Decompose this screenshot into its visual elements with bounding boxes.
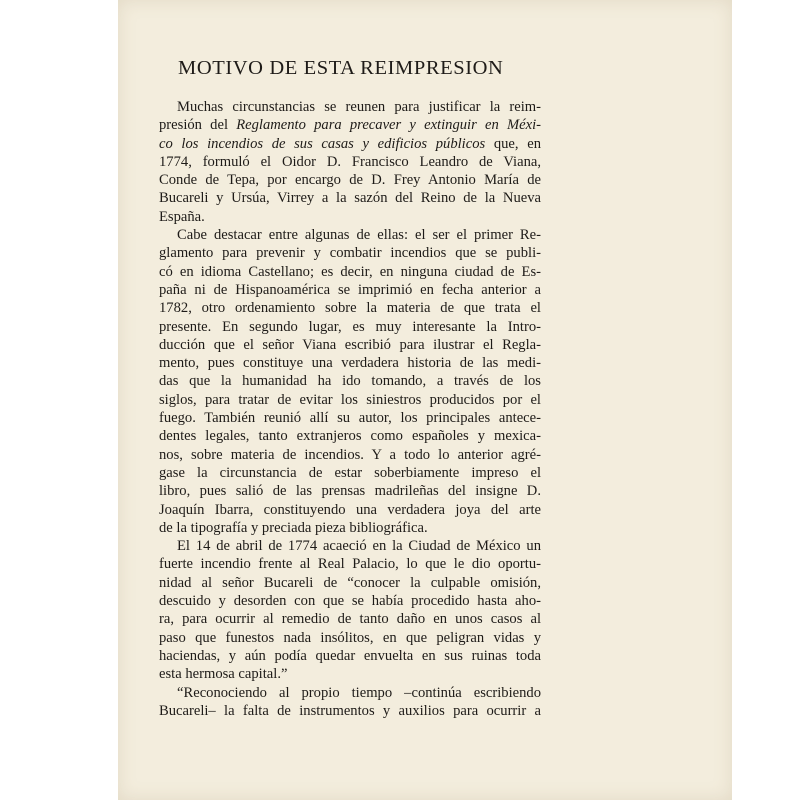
- text-segment: 1782, otro ordenamiento sobre la materia de que trata el: [159, 300, 541, 317]
- text-line: [159, 116, 541, 134]
- text-segment: mento, pues constituye una verdadera historia de las medi-: [159, 355, 541, 372]
- paragraph: [159, 537, 541, 683]
- text-line: [159, 208, 541, 226]
- text-segment: Conde de Tepa, por encargo de D. Frey Antonio María de: [159, 172, 541, 189]
- text-line: [159, 537, 541, 555]
- text-line: [159, 263, 541, 281]
- text-segment: Muchas circunstancias se reunen para justificar la reim-: [177, 99, 541, 115]
- text-line: [159, 318, 541, 336]
- body-text: [159, 98, 541, 720]
- text-segment: siglos, para tratar de evitar los siniestros producidos por el: [159, 391, 541, 408]
- paragraph: [159, 98, 541, 226]
- text-segment: haciendas, y aún podía quedar envuelta en sus ruinas toda: [159, 647, 541, 664]
- italic-text: Reglamento para precaver y extinguir en Méxi-: [236, 117, 541, 134]
- text-segment: esta hermosa capital.”: [159, 666, 288, 683]
- text-segment: glamento para prevenir y combatir incendios que se publi-: [159, 245, 541, 262]
- text-line: [159, 299, 541, 317]
- text-line: [159, 702, 541, 720]
- text-segment: có en idioma Castellano; es decir, en ninguna ciudad de Es-: [159, 263, 541, 280]
- text-segment: gase la circunstancia de estar soberbiamente impreso el: [159, 464, 541, 481]
- text-line: [159, 409, 541, 427]
- text-line: [159, 482, 541, 500]
- text-segment: nos, sobre materia de incendios. Y a todo lo anterior agré-: [159, 446, 541, 463]
- text-line: [159, 153, 541, 171]
- text-segment: ducción que el señor Viana escribió para ilustrar el Regla-: [159, 336, 541, 353]
- paragraph: [159, 684, 541, 721]
- text-segment: Cabe destacar entre algunas de ellas: el ser el primer Re-: [177, 227, 541, 244]
- text-line: [159, 98, 541, 116]
- text-line: [159, 391, 541, 409]
- text-segment: fuego. También reunió allí su autor, los principales antece-: [159, 410, 541, 427]
- text-line: [159, 189, 541, 207]
- italic-text: co los incendios de sus casas y edificios públicos: [159, 135, 486, 152]
- text-line: [159, 629, 541, 647]
- text-line: [159, 135, 541, 153]
- text-line: [159, 427, 541, 445]
- text-line: [159, 519, 541, 537]
- text-line: [159, 226, 541, 244]
- text-segment: España.: [159, 208, 205, 225]
- text-segment: de la tipografía y preciada pieza bibliográfica.: [159, 519, 428, 536]
- text-line: [159, 244, 541, 262]
- text-segment: libro, pues salió de las prensas madrileñas del insigne D.: [159, 483, 541, 500]
- text-segment: dentes legales, tanto extranjeros como españoles y mexica-: [159, 428, 541, 445]
- text-segment: Bucareli y Ursúa, Virrey a la sazón del Reino de la Nueva: [159, 190, 541, 207]
- text-line: [159, 354, 541, 372]
- text-segment: paso que funestos nada insólitos, en que peligran vidas y: [159, 629, 541, 646]
- text-line: [159, 555, 541, 573]
- text-line: [159, 665, 541, 683]
- text-line: [159, 281, 541, 299]
- text-line: [159, 446, 541, 464]
- text-line: [159, 372, 541, 390]
- text-line: [159, 684, 541, 702]
- text-segment: El 14 de abril de 1774 acaeció en la Ciudad de México un: [177, 538, 541, 555]
- text-segment: ra, para ocurrir al remedio de tanto daño en unos casos al: [159, 611, 541, 628]
- text-segment: que, en: [485, 135, 541, 152]
- text-segment: nidad al señor Bucareli de “conocer la culpable omisión,: [159, 574, 541, 591]
- text-segment: fuerte incendio frente al Real Palacio, lo que le dio oportu-: [159, 556, 541, 573]
- text-segment: das que la humanidad ha ido tomando, a través de los: [159, 373, 541, 390]
- text-line: [159, 336, 541, 354]
- text-segment: descuido y desorden con que se había procedido hasta aho-: [159, 593, 541, 610]
- text-line: [159, 501, 541, 519]
- text-segment: “Reconociendo al propio tiempo –continúa escribiendo: [177, 684, 541, 701]
- text-segment: presente. En segundo lugar, es muy interesante la Intro-: [159, 318, 541, 335]
- text-line: [159, 464, 541, 482]
- paragraph: [159, 226, 541, 537]
- text-line: [159, 171, 541, 189]
- page-title: MOTIVO DE ESTA REIMPRESION: [178, 57, 504, 79]
- text-line: [159, 647, 541, 665]
- text-segment: Joaquín Ibarra, constituyendo una verdadera joya del arte: [159, 501, 541, 518]
- text-segment: paña ni de Hispanoamérica se imprimió en fecha anterior a: [159, 281, 541, 298]
- text-line: [159, 592, 541, 610]
- text-segment: 1774, formuló el Oidor D. Francisco Leandro de Viana,: [159, 153, 541, 170]
- text-line: [159, 610, 541, 628]
- text-line: [159, 574, 541, 592]
- text-segment: presión del: [159, 117, 237, 134]
- text-segment: Bucareli– la falta de instrumentos y auxilios para ocurrir a: [159, 702, 541, 719]
